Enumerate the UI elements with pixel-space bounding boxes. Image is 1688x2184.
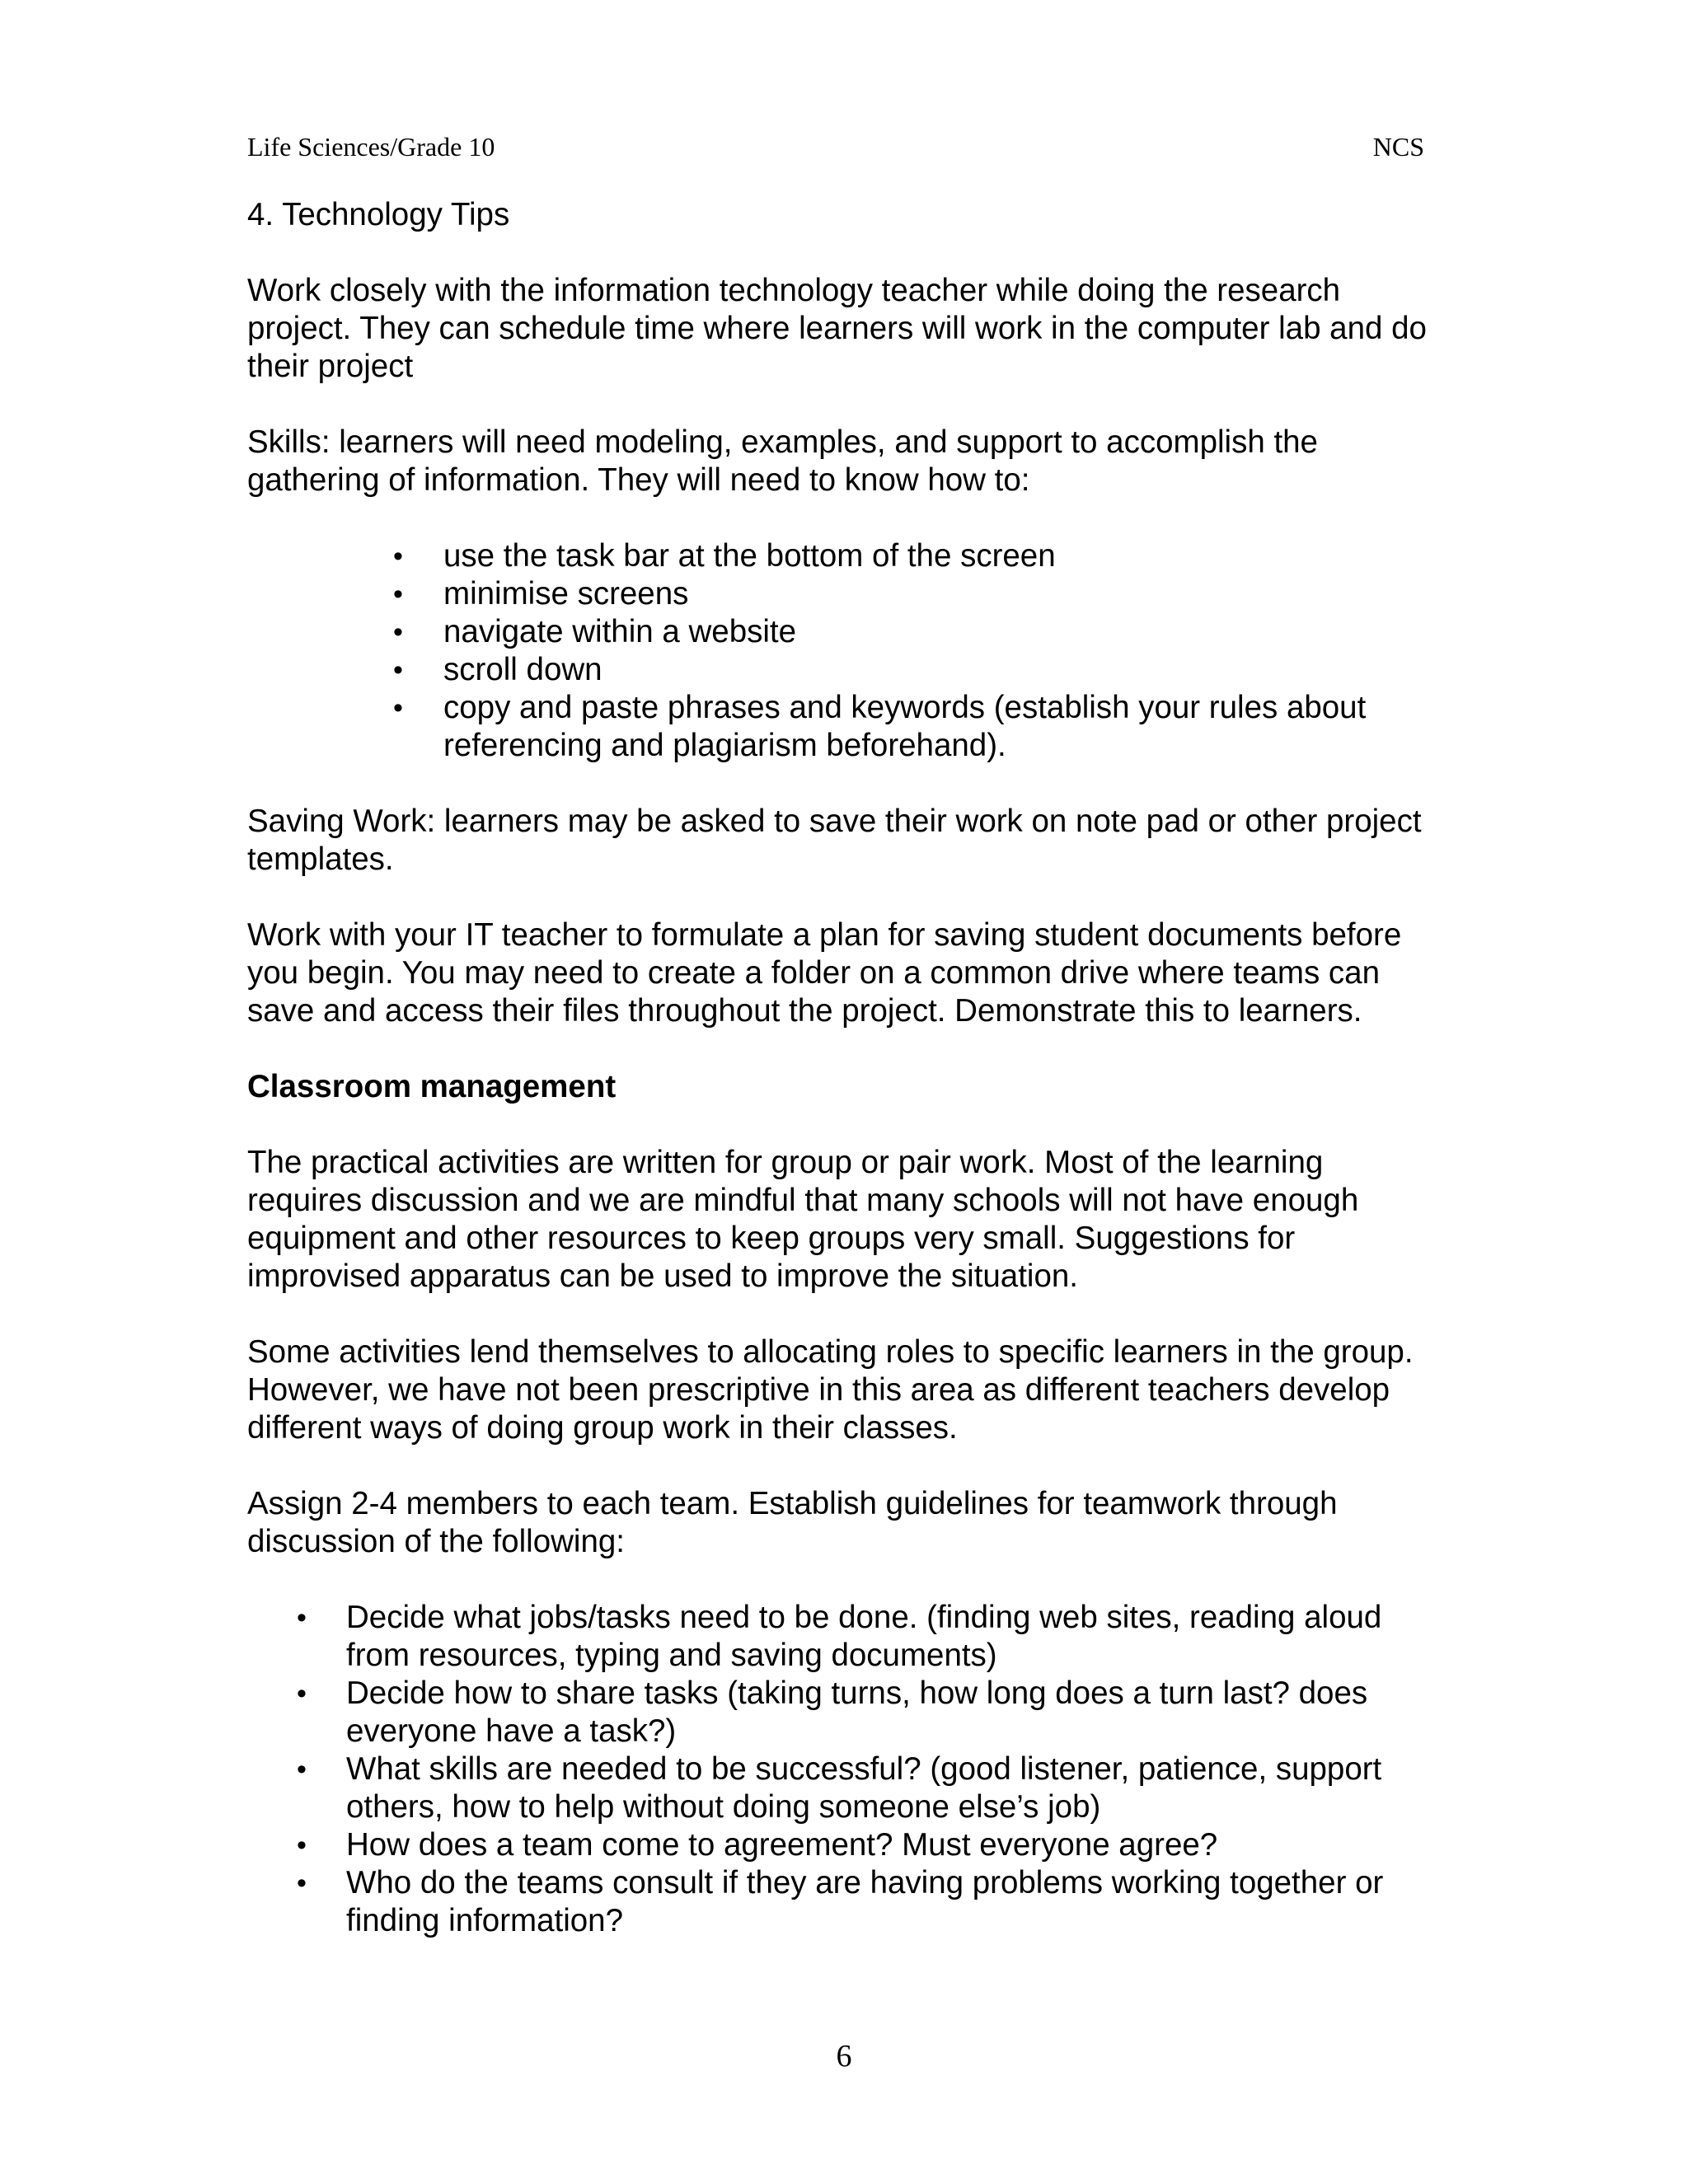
bullet-icon: •: [297, 1754, 307, 1785]
header-course-title: Life Sciences/Grade 10: [247, 132, 495, 162]
paragraph-skills-intro: Skills: learners will need modeling, examples, and support to accomplish the gathering of information. They will need to know how to:: [247, 424, 1327, 498]
bullet-icon: •: [393, 541, 403, 572]
list-item: • copy and paste phrases and keywords (establish your rules about referencing and plagiarism beforehand).: [393, 690, 1367, 763]
running-header: [247, 130, 1424, 163]
skills-list: [247, 537, 1442, 765]
bullet-icon: •: [393, 579, 403, 610]
bullet-icon: •: [393, 692, 403, 724]
paragraph-saving-work: Saving Work: learners may be asked to save their work on note pad or other project templates.: [247, 804, 1431, 877]
bullet-icon: •: [297, 1602, 307, 1633]
bullet-icon: •: [393, 616, 403, 648]
list-item: • What skills are needed to be successful? (good listener, patience, support others, how to help without doing someone else’s job): [297, 1751, 1382, 1825]
bullet-icon: •: [297, 1678, 307, 1709]
list-item: • scroll down: [393, 652, 603, 687]
paragraph-it-teacher: Work closely with the information technology teacher while doing the research project. They can schedule time where learners will work in the computer lab and do their project: [247, 273, 1436, 384]
paragraph-it-plan: Work with your IT teacher to formulate a plan for saving student documents before you begin. You may need to create a folder on a common drive where teams can save and access their files throughout the project. Demonstrate this to learners.: [247, 917, 1410, 1029]
paragraph-group-roles: Some activities lend themselves to allocating roles to specific learners in the group. However, we have not been prescriptive in this area as different teachers develop different ways of doing group work in their classes.: [247, 1334, 1423, 1446]
document-body: [247, 196, 1442, 1978]
list-item: • Decide what jobs/tasks need to be done. (finding web sites, reading aloud from resources, typing and saving documents): [297, 1600, 1382, 1673]
paragraph-team-assignment: Assign 2-4 members to each team. Establish guidelines for teamwork through discussion of the following:: [247, 1486, 1347, 1559]
bullet-icon: •: [297, 1868, 307, 1899]
header-curriculum-label: NCS: [1372, 132, 1424, 162]
bullet-icon: •: [297, 1830, 307, 1861]
list-item: • use the task bar at the bottom of the screen: [393, 538, 1056, 574]
list-item: • Decide how to share tasks (taking turns, how long does a turn last? does everyone have a task?): [297, 1675, 1368, 1749]
bullet-icon: •: [393, 654, 403, 686]
list-item: • Who do the teams consult if they are having problems working together or finding information?: [297, 1865, 1384, 1938]
page-number: 6: [836, 2039, 852, 2074]
list-item: • minimise screens: [393, 576, 689, 612]
classroom-management-heading: Classroom management: [247, 1069, 617, 1104]
list-item: • navigate within a website: [393, 614, 797, 649]
list-item: • How does a team come to agreement? Must everyone agree?: [297, 1827, 1218, 1863]
team-guidelines-list: [247, 1599, 1442, 1940]
paragraph-practical-activities: The practical activities are written for group or pair work. Most of the learning requires discussion and we are mindful that many schools will not have enough equipment and other resources to keep groups very small. Suggestions for improvised apparatus can be used to improve the situation.: [247, 1145, 1367, 1294]
section-title: 4. Technology Tips: [247, 197, 510, 232]
